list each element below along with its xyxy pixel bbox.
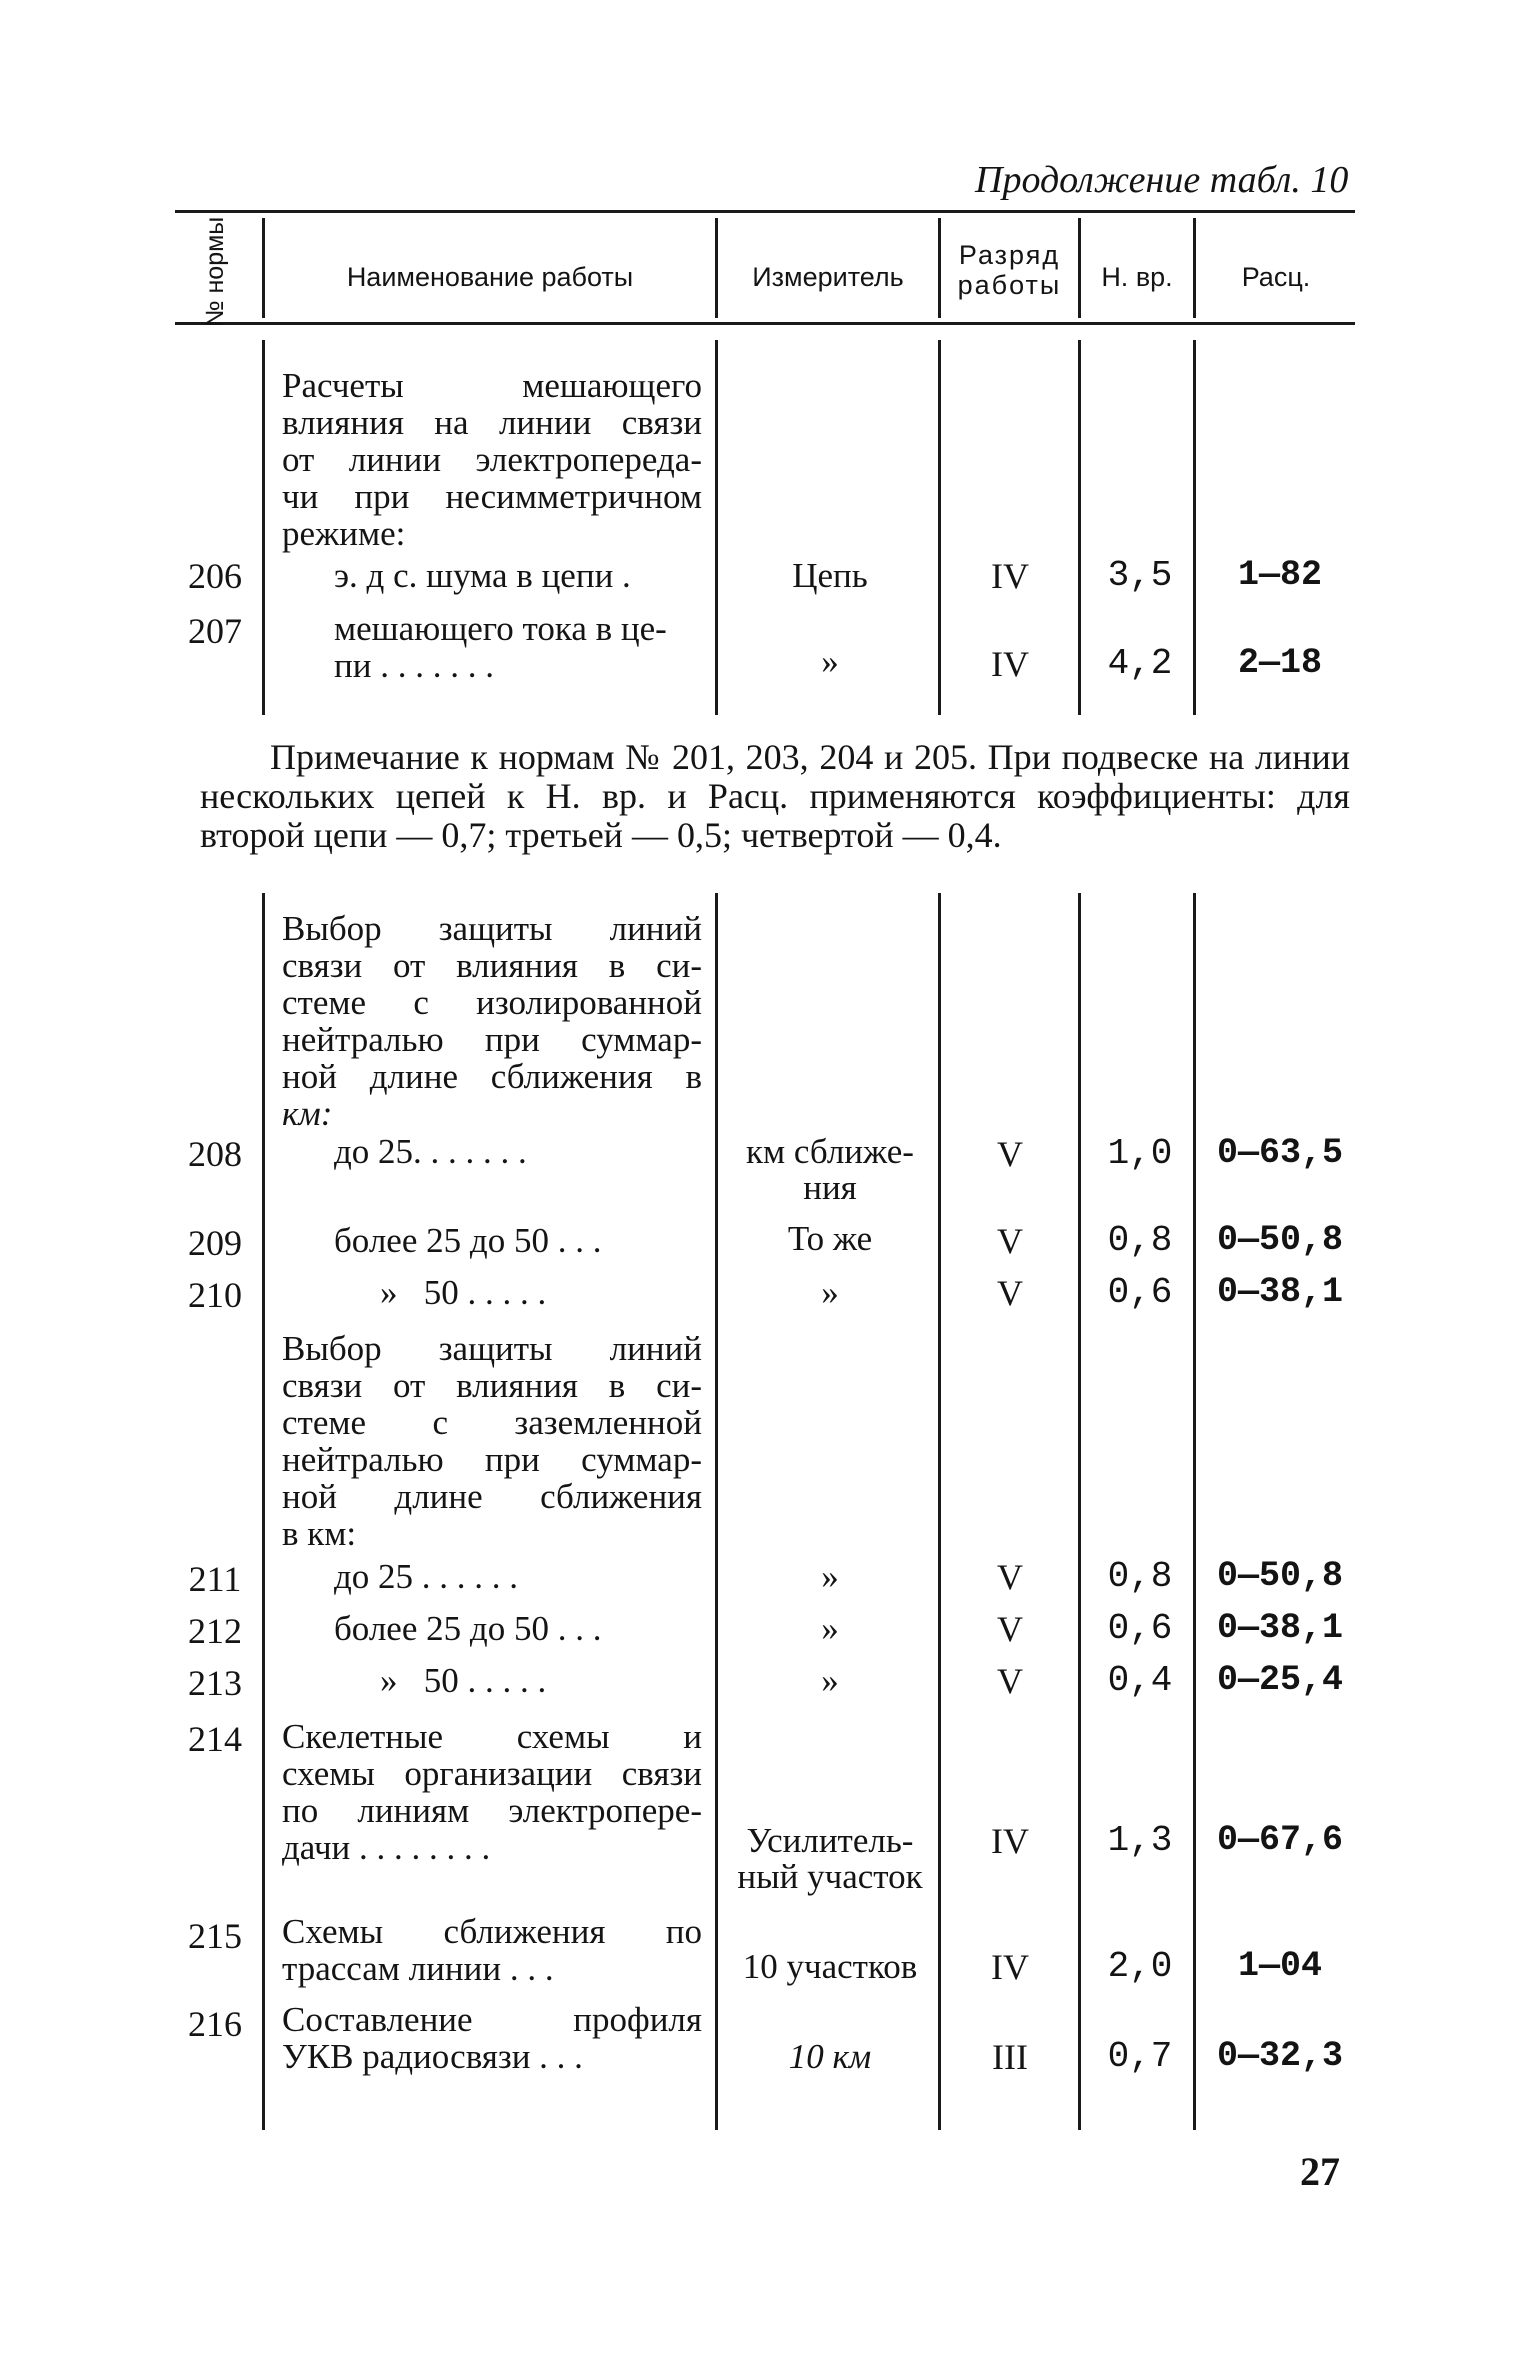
row-grade: IV	[991, 556, 1029, 596]
row-name: э. д с. шума в цепи .	[334, 556, 631, 595]
section-heading-line: нейтралью при суммар-	[282, 1440, 702, 1479]
section-heading-line: чи при несимметричном	[282, 477, 702, 516]
page-number: 27	[1300, 2149, 1340, 2194]
row-time-norm: 1,0	[1107, 1133, 1173, 1174]
column-divider	[1078, 893, 1081, 2130]
section-heading-line: в км:	[282, 1514, 357, 1553]
row-measure: »	[821, 1609, 839, 1648]
row-time-norm: 0,8	[1107, 1556, 1173, 1597]
column-divider	[938, 893, 941, 2130]
row-name: до 25. . . . . . .	[334, 1132, 527, 1171]
row-grade: III	[992, 2037, 1028, 2077]
section-heading-line: от линии электропереда-	[282, 440, 702, 479]
row-time-norm: 0,6	[1107, 1608, 1173, 1649]
section-heading-line: режиме:	[282, 514, 406, 553]
header-measure: Измеритель	[752, 262, 904, 292]
row-number: 207	[188, 611, 242, 651]
section-heading-line: Расчеты мешающего	[282, 366, 702, 405]
row-name: Схемы сближения по	[282, 1912, 702, 1951]
row-grade: V	[997, 1557, 1023, 1597]
row-rate: 0—67,6	[1216, 1820, 1344, 1860]
row-grade: V	[997, 1221, 1023, 1261]
row-time-norm: 0,7	[1107, 2036, 1173, 2077]
row-grade: V	[997, 1134, 1023, 1174]
row-time-norm: 0,8	[1107, 1220, 1173, 1261]
row-rate: 2—18	[1237, 643, 1322, 683]
row-measure: Усилитель-	[746, 1821, 914, 1860]
row-measure: км сближе-	[746, 1132, 914, 1171]
row-measure: ный участок	[737, 1857, 923, 1896]
row-name: по линиям электропере-	[282, 1791, 702, 1830]
row-name: трассам линии . . .	[282, 1949, 554, 1988]
row-rate: 0—38,1	[1216, 1608, 1344, 1648]
row-number: 215	[188, 1916, 242, 1956]
row-name: УКВ радиосвязи . . .	[282, 2037, 583, 2076]
header-rasc: Расц.	[1241, 262, 1311, 292]
row-time-norm: 3,5	[1107, 555, 1173, 596]
row-measure: »	[821, 1661, 839, 1700]
row-name: более 25 до 50 . . .	[334, 1609, 602, 1648]
row-number: 206	[188, 556, 242, 596]
row-number: 209	[188, 1223, 242, 1263]
row-name: до 25 . . . . . .	[334, 1557, 519, 1596]
row-grade: V	[997, 1273, 1023, 1313]
row-time-norm: 0,6	[1107, 1272, 1173, 1313]
row-grade: V	[997, 1609, 1023, 1649]
row-rate: 1—04	[1237, 1946, 1322, 1986]
row-grade: IV	[991, 644, 1029, 684]
row-rate: 0—38,1	[1216, 1272, 1344, 1312]
header-bottom-rule	[175, 322, 1355, 325]
row-measure: То же	[787, 1219, 873, 1258]
row-measure: »	[821, 1557, 839, 1596]
row-number: 213	[188, 1663, 242, 1703]
row-measure: »	[821, 642, 839, 681]
section-heading-line: связи от влияния в си-	[282, 1366, 702, 1405]
header-number: № нормы	[201, 216, 229, 328]
header-top-rule	[175, 210, 1355, 213]
table-note: Примечание к нормам № 201, 203, 204 и 205. При подвеске на линии нескольких цепей к Н. вр. и Расц. применяются коэффициенты: для второй цепи — 0,7; третьей — 0,5; четвертой — 0,4.	[200, 737, 1350, 855]
section-heading-line: Выбор защиты линий	[282, 1329, 702, 1368]
row-grade: IV	[991, 1821, 1029, 1861]
row-name: Составление профиля	[282, 2000, 702, 2039]
header-name: Наименование работы	[346, 262, 634, 292]
row-rate: 0—50,8	[1216, 1556, 1344, 1596]
row-time-norm: 1,3	[1107, 1820, 1173, 1861]
row-rate: 0—32,3	[1216, 2036, 1344, 2076]
table-caption: Продолжение табл. 10	[975, 159, 1349, 201]
row-grade: V	[997, 1661, 1023, 1701]
section-heading-line: ной длине сближения	[282, 1477, 702, 1516]
section-heading-line: нейтралью при суммар-	[282, 1020, 702, 1059]
row-number: 214	[188, 1719, 242, 1759]
section-heading-line: стеме с заземленной	[282, 1403, 702, 1442]
row-name: более 25 до 50 . . .	[334, 1221, 602, 1260]
section-heading-line: стеме с изолированной	[282, 983, 702, 1022]
row-time-norm: 4,2	[1107, 643, 1173, 684]
column-divider	[715, 893, 718, 2130]
row-name: » 50 . . . . .	[380, 1661, 547, 1700]
row-rate: 0—50,8	[1216, 1220, 1344, 1260]
row-rate: 0—25,4	[1216, 1660, 1344, 1700]
row-name: мешающего тока в це-	[334, 609, 667, 648]
row-measure: 10 км	[788, 2037, 872, 2076]
section-heading-line: км:	[282, 1094, 333, 1133]
row-number: 208	[188, 1134, 242, 1174]
row-measure: Цепь	[792, 556, 868, 595]
row-name: пи . . . . . . .	[334, 646, 494, 685]
section-heading-line: связи от влияния в си-	[282, 946, 702, 985]
section-heading-line: влияния на линии связи	[282, 403, 702, 442]
row-measure: 10 участков	[742, 1947, 918, 1986]
section-heading-line: Выбор защиты линий	[282, 909, 702, 948]
row-time-norm: 0,4	[1107, 1660, 1173, 1701]
row-measure: »	[821, 1273, 839, 1312]
section-heading-line: ной длине сближения в	[282, 1057, 702, 1096]
row-number: 211	[188, 1559, 242, 1599]
column-divider	[262, 340, 265, 715]
row-number: 210	[188, 1275, 242, 1315]
row-rate: 0—63,5	[1216, 1133, 1344, 1173]
row-number: 212	[188, 1611, 242, 1651]
row-grade: IV	[991, 1947, 1029, 1987]
row-name: дачи . . . . . . . .	[282, 1828, 491, 1867]
row-name: » 50 . . . . .	[380, 1273, 547, 1312]
row-name: схемы организации связи	[282, 1754, 702, 1793]
row-time-norm: 2,0	[1107, 1946, 1173, 1987]
row-measure: ния	[803, 1168, 857, 1207]
column-divider	[262, 893, 265, 2130]
header-nvr: Н. вр.	[1101, 262, 1173, 292]
row-number: 216	[188, 2004, 242, 2044]
row-name: Скелетные схемы и	[282, 1717, 702, 1756]
row-rate: 1—82	[1237, 555, 1322, 595]
header-grade: Разряд работы	[957, 240, 1062, 300]
column-divider	[1193, 893, 1196, 2130]
